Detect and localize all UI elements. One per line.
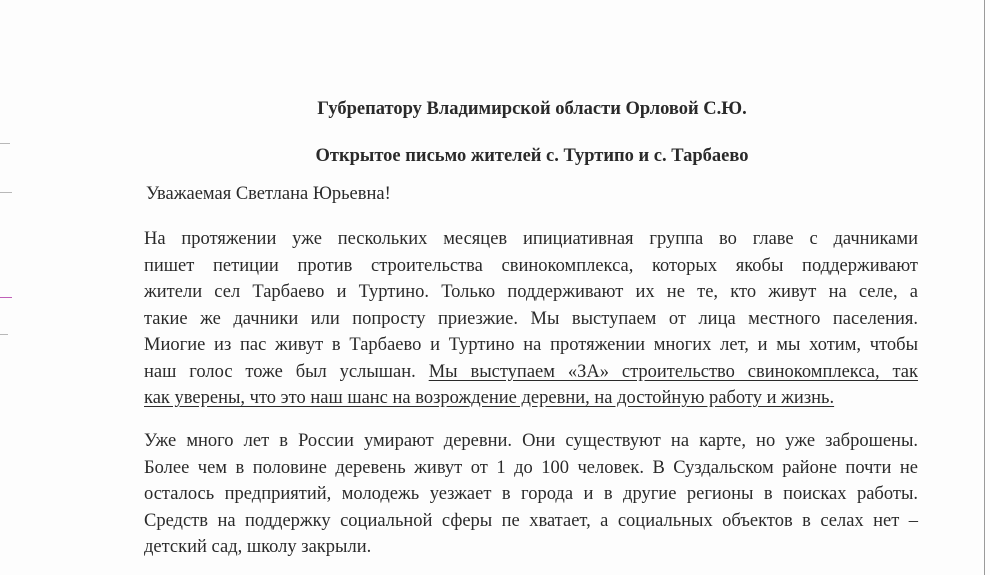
- paragraph-line: Средств на поддержку социальной сферы пе хватает, а социальных объектов в селах нет –: [144, 510, 918, 531]
- paragraph-line-plain-part: наш голос тоже был услышан.: [144, 361, 416, 382]
- letter-greeting: Уважаемая Светлана Юрьевна!: [146, 184, 391, 204]
- underlined-statement-line: как уверены, что это наш шанс на возрождение деревни, на достойную работу и жизнь.: [144, 388, 835, 408]
- scan-margin-mark: [0, 334, 8, 335]
- paragraph-line: осталось предприятий, молодежь уезжает в города и в другие регионы в поисках работы.: [144, 484, 918, 504]
- paragraph-line: пишет петиции против строительства свинокомплекса, которых якобы поддерживают: [144, 255, 918, 276]
- paragraph-line: Более чем в половине деревень живут от 1 до 100 человек. В Суздальском районе почти не: [144, 457, 918, 478]
- underlined-statement-part: Мы выступаем «ЗА» строительство свинокомплекса, так: [428, 361, 919, 382]
- scan-margin-mark: [0, 297, 12, 298]
- addressee-heading: Губрепатору Владимирской области Орловой С.Ю.: [317, 99, 747, 119]
- scan-edge-line: [984, 0, 985, 575]
- paragraph-line: На протяжении уже пескольких месяцев ипициативная группа во главе с дачниками: [144, 229, 918, 249]
- paragraph-line-mixed: [144, 359, 918, 386]
- letter-paragraph-2: [144, 428, 918, 561]
- letter-title: Открытое письмо жителей с. Туртипо и с. Тарбаево: [315, 146, 749, 166]
- scan-margin-mark: [0, 192, 12, 193]
- paragraph-line: Уже много лет в России умирают деревни. Они существуют на карте, но уже заброшены.: [144, 431, 918, 451]
- paragraph-line: жители сел Тарбаево и Туртино. Только поддерживают их не те, кто живут на селе, а: [144, 282, 918, 302]
- paragraph-line: детский сад, школу закрыли.: [144, 537, 372, 557]
- scan-margin-mark: [0, 143, 10, 144]
- letter-paragraph-1: [144, 226, 918, 412]
- paragraph-line: Миогие из пас живут в Тарбаево и Туртино на протяжении многих лет, и мы хотим, чтобы: [144, 335, 918, 355]
- paragraph-line: такие же дачники или попросту приезжие. Мы выступаем от лица местного паселения.: [144, 308, 918, 329]
